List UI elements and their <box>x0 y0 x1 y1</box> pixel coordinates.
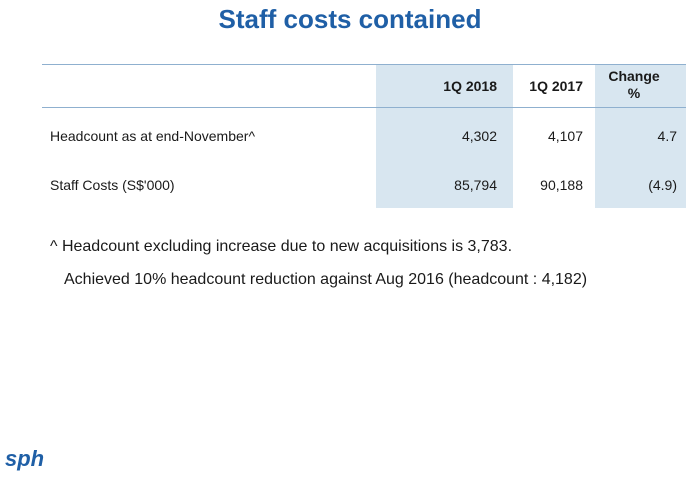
row-headcount-label: Headcount as at end-November^ <box>50 128 256 144</box>
sph-logo <box>4 444 50 472</box>
header-change <box>595 68 673 102</box>
header-1q2018: 1Q 2018 <box>443 78 497 94</box>
row-staffcosts-1q2018: 85,794 <box>454 177 497 193</box>
footnote-headcount: ^ Headcount excluding increase due to new acquisitions is 3,783. <box>50 238 513 255</box>
footnote-reduction: Achieved 10% headcount reduction against Aug 2016 (headcount : 4,182) <box>64 271 588 288</box>
row-headcount-change: 4.7 <box>657 128 677 144</box>
staff-costs-table <box>42 64 686 208</box>
row-staffcosts-label: Staff Costs (S$'000) <box>50 177 175 193</box>
table-header-rule <box>42 107 686 108</box>
page-title: Staff costs contained <box>218 4 482 34</box>
row-staffcosts-1q2017: 90,188 <box>540 177 583 193</box>
row-headcount-1q2017: 4,107 <box>547 128 583 144</box>
sph-logo-text: sph <box>5 446 45 471</box>
table-top-rule <box>42 64 686 65</box>
header-change-percent: % <box>627 85 641 101</box>
header-1q2017: 1Q 2017 <box>529 78 583 94</box>
row-headcount-1q2018: 4,302 <box>461 128 497 144</box>
row-staffcosts-change: (4.9) <box>648 177 677 193</box>
header-change-label: Change <box>608 68 660 84</box>
